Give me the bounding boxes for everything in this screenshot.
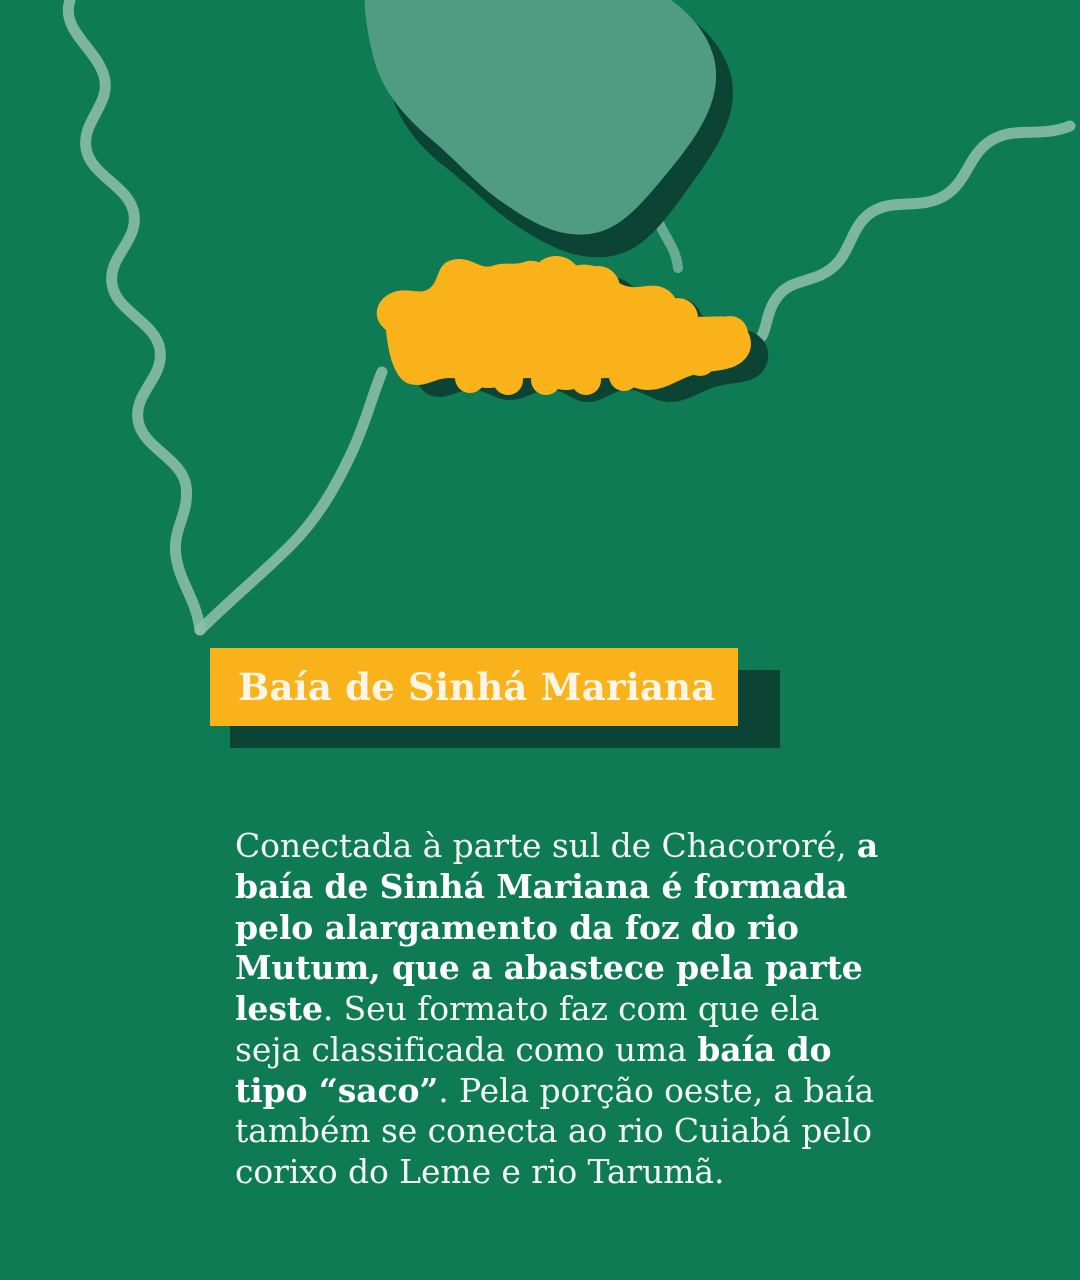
highlight-lobe [455,363,485,393]
page-title: Baía de Sinhá Mariana [238,664,716,709]
highlight-lobe [493,365,523,395]
highlight-lobe [437,282,473,318]
highlight-lobe [712,316,748,352]
title-banner-box [210,648,738,726]
description-emphasis: a baía de Sinhá Mariana é formada pelo alargamento da foz do rio Mutum, que a abastece pela parte leste [235,826,879,1028]
highlight-lobe [571,365,601,395]
highlight-lobe [530,256,582,308]
highlight-lobe [531,365,561,395]
highlight-lobe [478,266,522,310]
highlight-lobe [609,361,639,391]
description-paragraph [235,826,885,1193]
highlight-lobe [647,355,677,385]
description-text: Conectada à parte sul de Chacororé, [235,826,857,865]
highlight-lobe [576,266,620,310]
title-banner [210,648,770,748]
highlight-lobe [658,298,698,338]
description-emphasis: baía do tipo “saco” [235,1029,832,1110]
highlight-lobe [684,344,716,376]
description-text: . Seu formato faz com que ela seja classificada como uma [235,989,820,1069]
highlight-lobe [392,304,424,336]
description-text: . Pela porção oeste, a baía também se conecta ao rio Cuiabá pelo corixo do Leme e rio Tarumã. [235,1070,875,1191]
